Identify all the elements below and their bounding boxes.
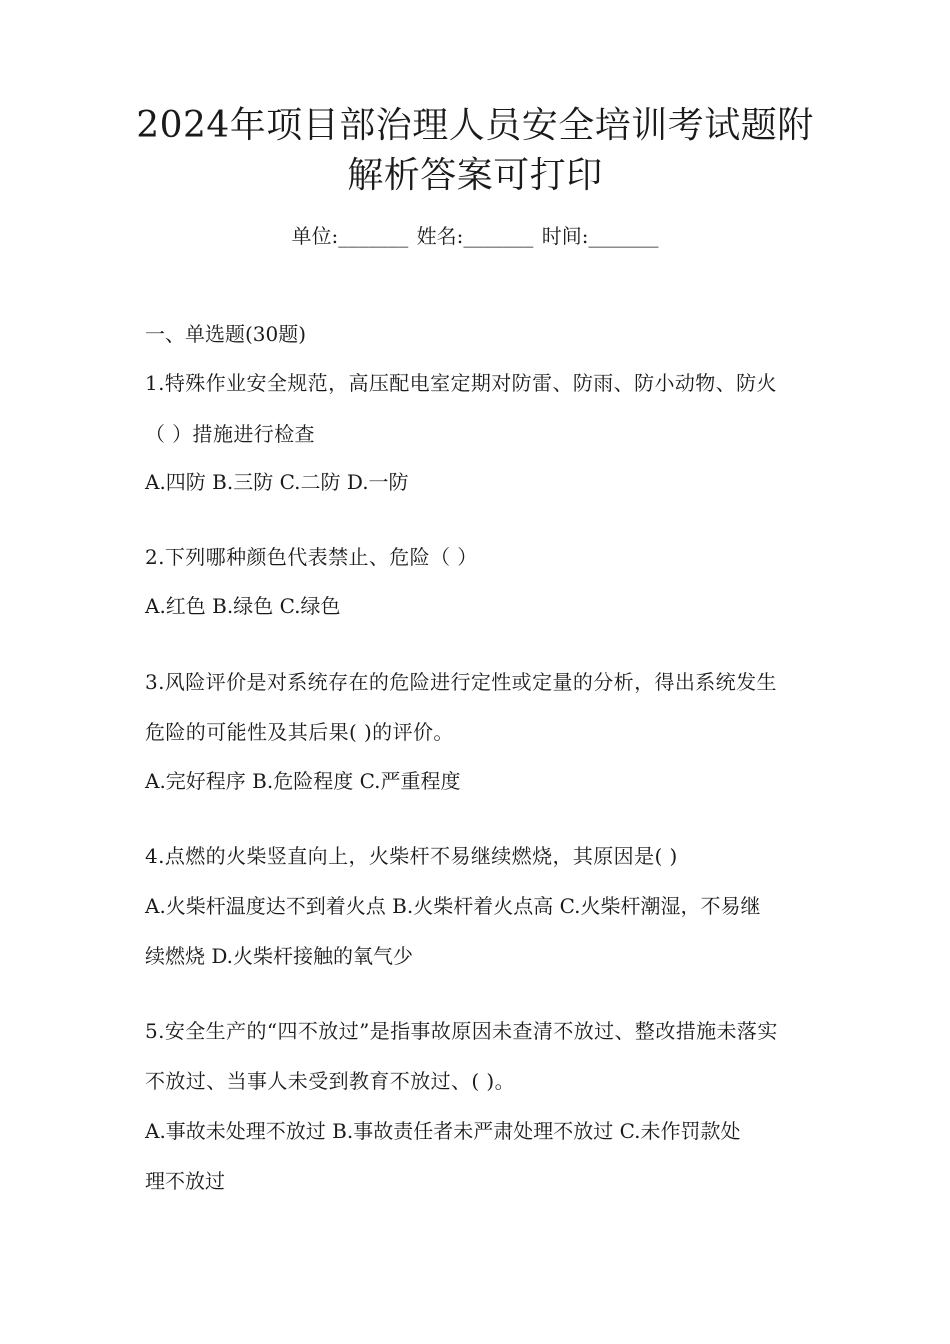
question-4-options-line-2: 续燃烧 D.火柴杆接触的氧气少 (145, 944, 414, 968)
document-title-line-2: 解析答案可打印 (347, 155, 603, 196)
question-1-text-line-1: 1.特殊作业安全规范，高压配电室定期对防雷、防雨、防小动物、防火 (145, 371, 777, 395)
question-5-options-line-2: 理不放过 (145, 1169, 225, 1193)
question-4-options-line-1: A.火柴杆温度达不到着火点 B.火柴杆着火点高 C.火柴杆潮湿，不易继 (145, 894, 761, 918)
question-5-text-line-1: 5.安全生产的“四不放过”是指事故原因未查清不放过、整改措施未落实 (145, 1019, 778, 1043)
question-4-text-line-1: 4.点燃的火柴竖直向上，火柴杆不易继续燃烧，其原因是( ) (145, 844, 678, 868)
question-3-options: A.完好程序 B.危险程度 C.严重程度 (145, 769, 461, 793)
question-2-options: A.红色 B.绿色 C.绿色 (145, 594, 341, 618)
question-5-text-line-2: 不放过、当事人未受到教育不放过、( )。 (145, 1069, 515, 1093)
question-5-options-line-1: A.事故未处理不放过 B.事故责任者未严肃处理不放过 C.未作罚款处 (145, 1119, 741, 1143)
document-title-line-1: 2024年项目部治理人员安全培训考试题附 (136, 105, 814, 146)
name-field: 姓名:_______ (416, 224, 534, 248)
info-row (0, 226, 950, 246)
question-1-text-line-2: （ ）措施进行检查 (145, 422, 315, 446)
question-2-text-line-1: 2.下列哪种颜色代表禁止、危险（ ） (145, 545, 478, 569)
time-field: 时间:_______ (541, 224, 659, 248)
question-3-text-line-1: 3.风险评价是对系统存在的危险进行定性或定量的分析，得出系统发生 (145, 670, 777, 694)
section-heading: 一、单选题(30题) (145, 322, 307, 346)
question-1-options: A.四防 B.三防 C.二防 D.一防 (145, 470, 409, 494)
unit-field: 单位:_______ (291, 224, 409, 248)
question-3-text-line-2: 危险的可能性及其后果( )的评价。 (145, 720, 454, 744)
